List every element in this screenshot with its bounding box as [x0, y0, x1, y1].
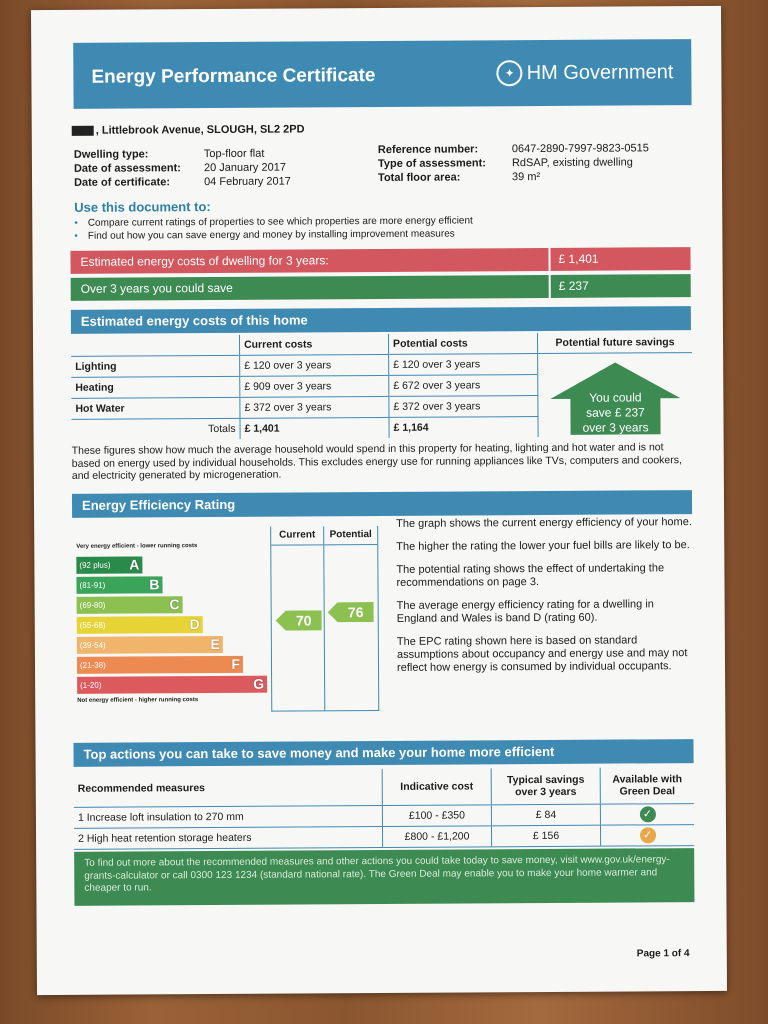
use-document-list	[74, 213, 674, 243]
current-costs-header: Current costs	[239, 334, 388, 355]
list-item: • Compare current ratings of properties to see which properties are more energy efficient	[74, 215, 473, 229]
rating-bottom-note: Not energy efficient - higher running costs	[77, 697, 199, 704]
costs-table	[71, 333, 538, 440]
current-cost-cell: £ 120 over 3 years	[240, 354, 389, 376]
potential-cost-cell: £ 672 over 3 years	[389, 375, 538, 397]
page-number: Page 1 of 4	[636, 948, 690, 960]
floor-area-value: 39 m²	[511, 171, 541, 184]
table-header-row	[74, 767, 694, 807]
future-savings-panel	[537, 332, 693, 437]
rating-columns	[270, 526, 379, 712]
band-a: (92 plus) A	[76, 556, 142, 573]
dwelling-type-label: Dwelling type:	[73, 148, 149, 161]
total-current-cell: £ 1,401	[240, 417, 389, 438]
cost-cell: £800 - £1,200	[382, 826, 491, 848]
crest-icon: ✦	[497, 60, 523, 86]
savings-summary-label: Over 3 years you could save	[80, 280, 233, 296]
measure-cell: 2 High heat retention storage heaters	[74, 826, 383, 849]
totals-row	[71, 417, 537, 440]
check-icon: ✓	[640, 827, 656, 843]
actions-table	[74, 767, 694, 850]
cost-header: Indicative cost	[382, 768, 491, 805]
assessment-date-value: 20 January 2017	[203, 161, 286, 175]
band-g: (1-20) G	[77, 676, 267, 694]
future-savings-header: Potential future savings	[538, 332, 692, 354]
current-column-header: Current	[271, 526, 323, 545]
certificate-date-value: 04 February 2017	[204, 175, 291, 189]
cost-summary-bar	[70, 247, 690, 274]
band-f: (21-38) F	[77, 656, 243, 674]
cost-cell: £100 - £350	[382, 805, 491, 827]
use-document-heading: Use this document to:	[74, 199, 211, 215]
totals-label: Totals	[208, 422, 236, 436]
current-rating-value: 70	[295, 612, 312, 629]
rating-bands	[76, 556, 277, 697]
rating-explanation	[396, 516, 697, 675]
row-label: Heating	[71, 376, 240, 398]
certificate-title: Energy Performance Certificate	[91, 65, 376, 88]
potential-costs-header: Potential costs	[388, 333, 537, 354]
costs-section-heading: Estimated energy costs of this home	[71, 306, 691, 334]
rating-paragraph: The EPC rating shown here is based on standard assumptions about occupancy and energy use and may not reflect how energy is consumed by individual occupants.	[396, 634, 688, 674]
rating-top-note: Very energy efficient - lower running costs	[76, 543, 198, 550]
reference-label: Reference number:	[377, 143, 479, 157]
current-cost-cell: £ 909 over 3 years	[240, 375, 389, 397]
actions-section-heading: Top actions you can take to save money and make your home more efficient	[73, 739, 693, 767]
rating-paragraph: The higher the rating the lower your fuel bills are likely to be.	[396, 539, 690, 553]
saving-cell: £ 156	[491, 825, 600, 847]
assessment-date-label: Date of assessment:	[73, 162, 182, 175]
assessment-type-value: RdSAP, existing dwelling	[511, 156, 633, 170]
potential-rating-value: 76	[347, 604, 364, 621]
rating-section-heading: Energy Efficiency Rating	[72, 490, 692, 518]
savings-summary-bar	[71, 274, 691, 301]
table-row	[71, 354, 537, 378]
cost-summary-label: Estimated energy costs of dwelling for 3 years:	[80, 253, 329, 269]
saving-cell: £ 84	[491, 804, 600, 826]
band-c: (69-80) C	[77, 596, 183, 614]
table-row	[71, 396, 537, 420]
property-address: , Littlebrook Avenue, SLOUGH, SL2 2PD	[72, 123, 305, 136]
green-deal-header: Available with Green Deal	[600, 767, 694, 804]
potential-cost-cell: £ 120 over 3 years	[389, 354, 538, 376]
redaction-mark	[72, 126, 94, 136]
list-item: • Find out how you can save energy and money by installing improvement measures	[74, 228, 455, 242]
dwelling-type-value: Top-floor flat	[203, 147, 265, 161]
band-b: (81-91) B	[76, 576, 162, 594]
band-d: (55-68) D	[77, 616, 203, 634]
rating-paragraph: The potential rating shows the effect of undertaking the recommendations on page 3.	[396, 562, 665, 589]
rating-paragraph: The average energy efficiency rating for a dwelling in England and Wales is band D (rating 60).	[396, 598, 654, 625]
header-banner	[73, 39, 691, 109]
table-row	[71, 375, 537, 399]
row-label: Hot Water	[71, 397, 240, 419]
reference-value: 0647-2890-7997-9823-0515	[511, 142, 649, 156]
details-right	[378, 141, 698, 185]
total-potential-cell: £ 1,164	[389, 417, 538, 438]
actions-footer: To find out more about the recommended measures and other actions you could take today to save money, visit www.gov.uk/energy-grants-calculator or call 0300 123 1234 (standard national rate). The Green Deal may enable you to make your home warmer and cheaper to run.	[74, 848, 694, 906]
measures-header: Recommended measures	[74, 769, 383, 807]
brand-text: HM Government	[526, 60, 674, 84]
certificate-page	[31, 6, 727, 995]
floor-area-label: Total floor area:	[377, 171, 461, 184]
band-e: (39-54) E	[77, 636, 223, 654]
assessment-type-label: Type of assessment:	[377, 157, 486, 171]
costs-note: These figures show how much the average household would spend in this property for heating, lighting and hot water and is not based on energy used by individual households. This excludes energy use for running appliances like TVs, computers and cookers, and electricity generated by microgeneration.	[71, 441, 682, 482]
savings-house-text: You could save £ 237 over 3 years	[582, 390, 649, 435]
check-icon: ✓	[639, 806, 655, 822]
measure-cell: 1 Increase loft insulation to 270 mm	[74, 805, 383, 828]
certificate-date-label: Date of certificate:	[74, 176, 171, 189]
current-cost-cell: £ 372 over 3 years	[240, 396, 389, 418]
savings-header: Typical savings over 3 years	[491, 768, 600, 805]
potential-cost-cell: £ 372 over 3 years	[389, 396, 538, 418]
potential-column-header: Potential	[324, 526, 377, 545]
table-header-row	[71, 333, 537, 356]
rating-paragraph: The graph shows the current energy efficiency of your home.	[396, 516, 692, 530]
details-left	[74, 146, 354, 190]
row-label: Lighting	[71, 355, 240, 377]
government-logo	[497, 59, 674, 86]
table-row	[74, 825, 694, 850]
cost-summary-value: £ 1,401	[548, 248, 598, 271]
savings-summary-value: £ 237	[549, 275, 589, 298]
